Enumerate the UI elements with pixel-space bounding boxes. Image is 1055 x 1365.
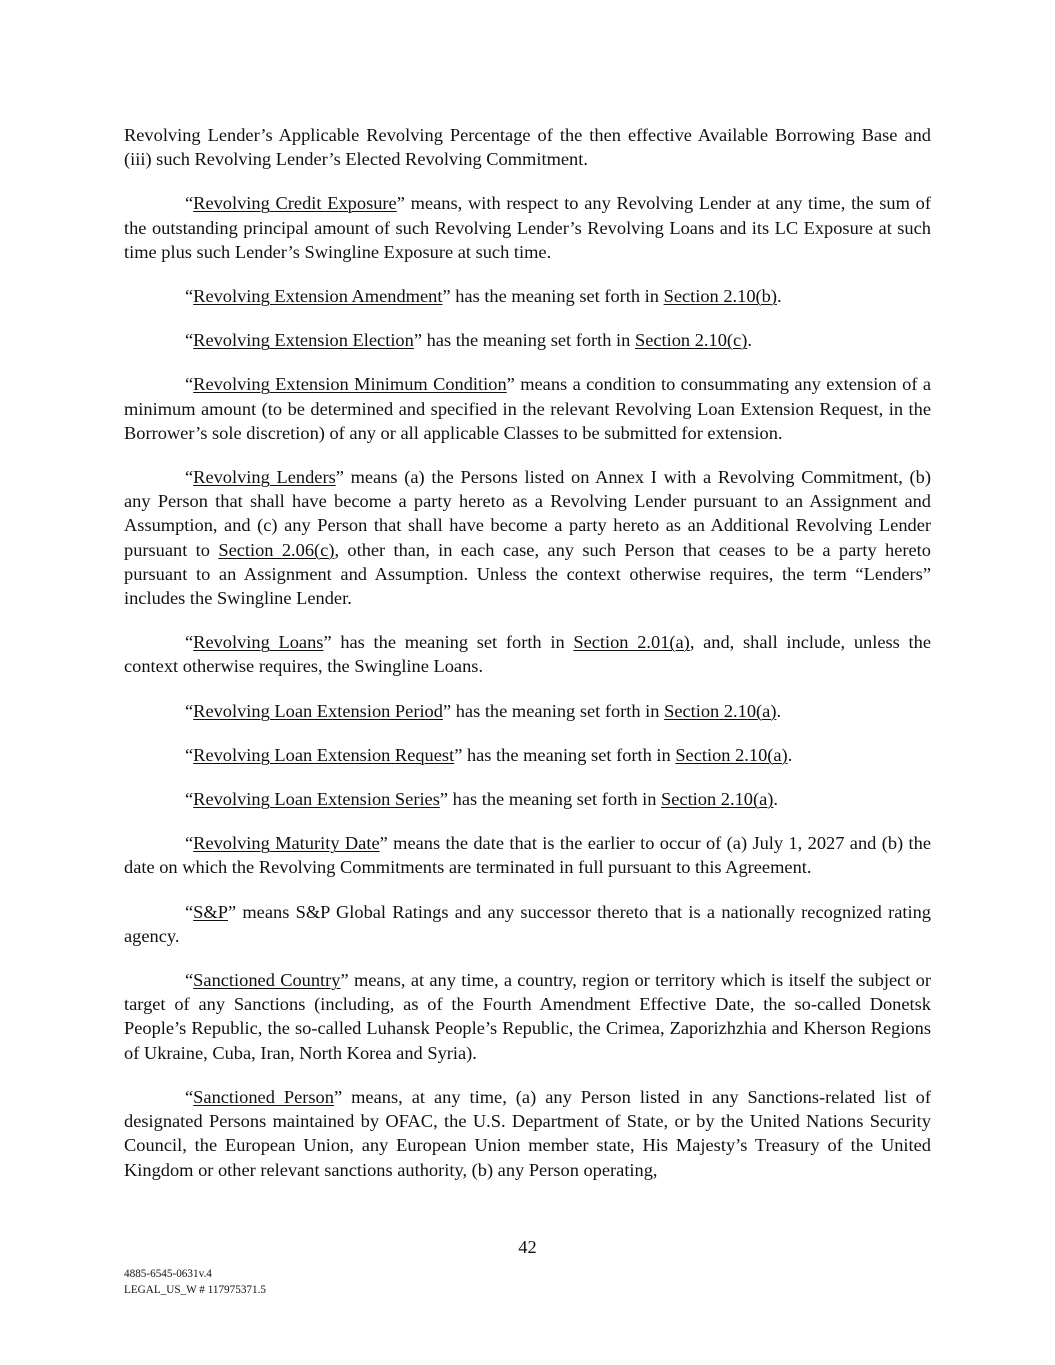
definition-paragraph xyxy=(124,630,931,678)
section-reference: Section 2.10(a) xyxy=(675,744,788,765)
defined-term: Revolving Loan Extension Period xyxy=(193,700,443,721)
paragraph-text: ” has the meaning set forth in xyxy=(442,286,664,307)
paragraph-text: ” means, at any time, a country, region or territory which is itself the subject or target of any Sanctions (including, as of the Fourth Amendment Effective Date, the so-called Donetsk People’s Republic, the so-called Luhansk People’s Republic, the Crimea, Zaporizhzhia and Kherson Regions of Ukraine, Cuba, Iran, North Korea and Syria). xyxy=(124,970,931,1063)
definition-paragraph xyxy=(124,465,931,610)
page-number: 42 xyxy=(518,1237,537,1257)
definition-paragraph xyxy=(124,900,931,948)
paragraph-text: , and, shall include, unless the context otherwise requires, the Swingline Loans. xyxy=(124,632,931,677)
definition-paragraph xyxy=(124,284,931,308)
defined-term: Revolving Maturity Date xyxy=(193,833,380,854)
paragraph-text: “ xyxy=(185,789,194,810)
paragraph-text: “ xyxy=(185,193,194,214)
paragraph-text: “ xyxy=(185,286,194,307)
paragraph-text: . xyxy=(787,744,793,765)
paragraph-text: . xyxy=(747,330,752,351)
section-reference: Section 2.10(a) xyxy=(661,789,774,810)
defined-term: Revolving Extension Election xyxy=(193,330,414,351)
definition-paragraph xyxy=(124,743,931,767)
definition-paragraph xyxy=(124,372,931,445)
definition-paragraph xyxy=(124,699,931,723)
paragraph-text: “ xyxy=(185,700,194,721)
paragraph-text: , other than, in each case, any such Person that ceases to be a party hereto pursuant to an Assignment and Assumption. Unless the context otherwise requires, the term “Lenders” includes the Swingline Lender. xyxy=(124,539,931,609)
paragraph-text: “ xyxy=(185,970,194,991)
paragraph-text: . xyxy=(776,286,782,307)
paragraph-text: ” means, with respect to any Revolving Lender at any time, the sum of the outstanding principal amount of such Revolving Lender’s Revolving Loans and its LC Exposure at such time plus such Lender’s Swingline Exposure at such time. xyxy=(124,193,931,262)
defined-term: Revolving Lenders xyxy=(193,467,336,488)
defined-term: Revolving Loan Extension Series xyxy=(193,789,440,810)
paragraph-text: Revolving Lender’s Applicable Revolving Percentage of the then effective Available Borrowing Base and (iii) such Revolving Lender’s Elected Revolving Commitment. xyxy=(124,125,931,170)
paragraph-text: “ xyxy=(185,632,194,653)
section-reference: Section 2.10(c) xyxy=(634,330,748,351)
paragraph-text: ” means (a) the Persons listed on Annex I with a Revolving Commitment, (b) any Person that shall have become a party hereto as a Revolving Lender pursuant to an Assignment and Assumption, and (c) any Person that shall have become a party hereto as an Additional Revolving Lender pursuant to xyxy=(124,467,931,560)
paragraph-text: ” means the date that is the earlier to occur of (a) July 1, 2027 and (b) the date on which the Revolving Commitments are terminated in full pursuant to this Agreement. xyxy=(124,833,931,878)
defined-term: Revolving Credit Exposure xyxy=(193,193,397,214)
definition-paragraph xyxy=(124,191,931,264)
paragraph-text: ” means, at any time, (a) any Person listed in any Sanctions-related list of designated Persons maintained by OFAC, the U.S. Department of State, or by the United Nations Security Council, the European Union, any European Union member state, His Majesty’s Treasury of the United Kingdom or other relevant sanctions authority, (b) any Person operating, xyxy=(124,1086,931,1180)
paragraph-text: ” has the meaning set forth in xyxy=(439,789,662,810)
document-identifiers xyxy=(124,1266,266,1298)
definition-paragraph xyxy=(124,787,931,811)
paragraph-text: “ xyxy=(185,833,194,854)
paragraph-text: ” has the meaning set forth in xyxy=(442,700,665,721)
paragraph-text: . xyxy=(776,700,782,721)
paragraph-text: “ xyxy=(185,744,194,765)
paragraph-text: “ xyxy=(185,374,194,395)
definition-paragraph xyxy=(124,831,931,879)
defined-term: Revolving Extension Minimum Condition xyxy=(193,374,507,395)
defined-term: Revolving Extension Amendment xyxy=(193,286,443,307)
paragraph-text: ” means S&P Global Ratings and any successor thereto that is a nationally recognized rating agency. xyxy=(124,901,931,946)
defined-term: Revolving Loans xyxy=(193,632,324,653)
definition-paragraph xyxy=(124,1085,931,1182)
defined-term: Revolving Loan Extension Request xyxy=(193,744,455,765)
paragraph-text: ” has the meaning set forth in xyxy=(454,744,676,765)
paragraph-text: “ xyxy=(185,467,194,488)
paragraph-text: ” has the meaning set forth in xyxy=(323,632,574,653)
doc-id-secondary: LEGAL_US_W # 117975371.5 xyxy=(124,1284,267,1296)
paragraph-text: “ xyxy=(185,901,194,922)
paragraph-text: ” means a condition to consummating any extension of a minimum amount (to be determined and specified in the relevant Revolving Loan Extension Request, in the Borrower’s sole discretion) of any or all applicable Classes to be submitted for extension. xyxy=(124,374,931,443)
doc-id-primary: 4885-6545-0631v.4 xyxy=(124,1268,212,1280)
definition-paragraph xyxy=(124,123,931,171)
paragraph-text: ” has the meaning set forth in xyxy=(413,330,635,351)
definition-paragraph xyxy=(124,328,931,352)
section-reference: Section 2.01(a) xyxy=(573,632,690,653)
definition-paragraph xyxy=(124,968,931,1065)
defined-term: Sanctioned Country xyxy=(193,970,341,991)
defined-term: Sanctioned Person xyxy=(193,1086,334,1107)
section-reference: Section 2.06(c) xyxy=(218,539,335,560)
defined-term: S&P xyxy=(193,901,228,922)
paragraph-text: “ xyxy=(185,330,194,351)
paragraph-text: . xyxy=(773,789,778,810)
paragraph-text: “ xyxy=(185,1086,194,1107)
section-reference: Section 2.10(b) xyxy=(663,286,777,307)
section-reference: Section 2.10(a) xyxy=(664,700,777,721)
document-body xyxy=(124,123,931,1202)
